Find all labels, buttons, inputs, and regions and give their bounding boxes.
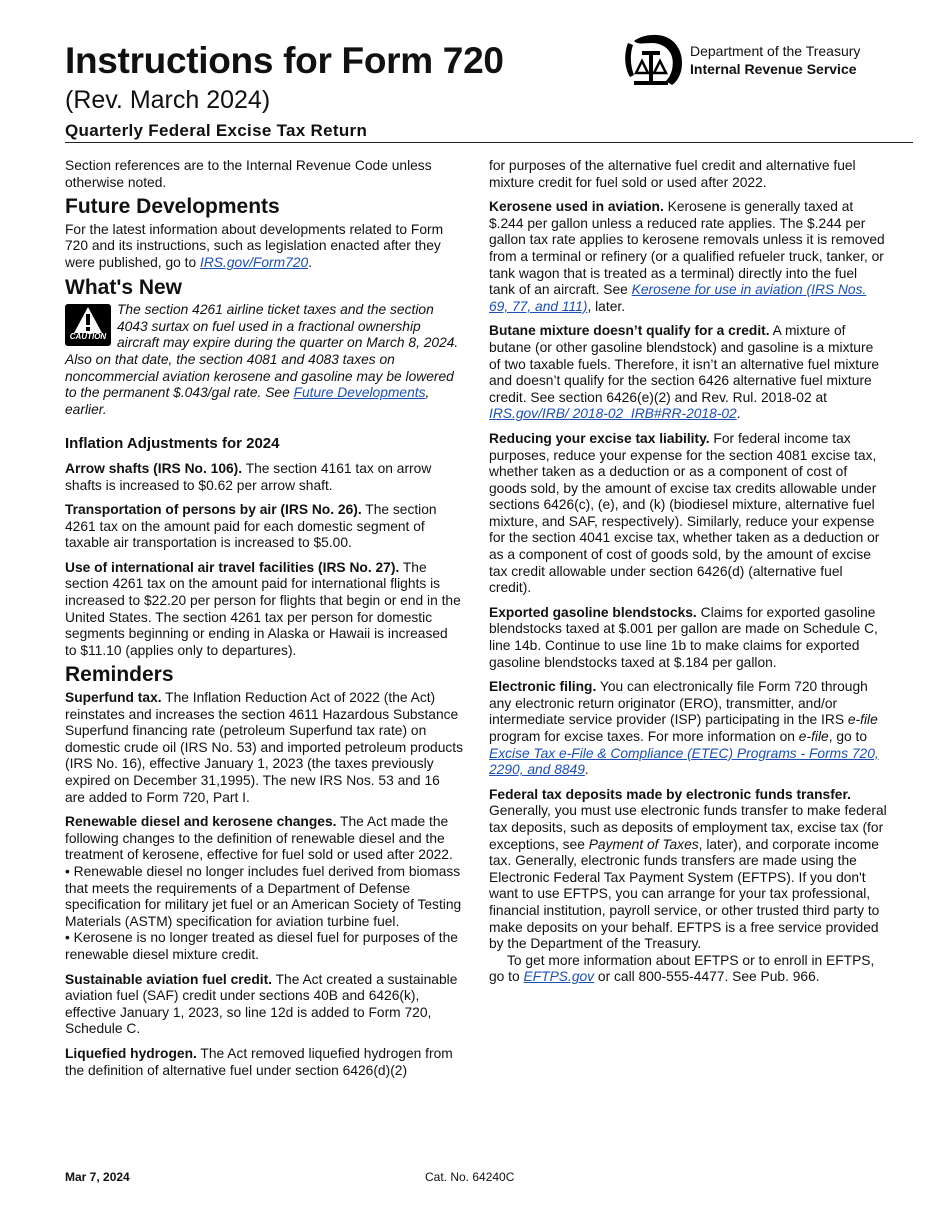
- paragraph: [489, 158, 887, 191]
- text: , go to: [828, 729, 868, 744]
- right-column: [489, 158, 887, 994]
- text: The section 4261 tax on the amount paid for international flights is increased to $22.20 per person for flights that begin or end in the United States. The section 4261 tax per person for domestic segments beginning or ending in Alaska or Hawaii is increased to $11.10 (applies only to departures).: [65, 559, 461, 658]
- paragraph: [489, 323, 887, 423]
- agency-irs: Internal Revenue Service: [690, 61, 857, 77]
- paragraph-lead-in: Federal tax deposits made by electronic funds transfer.: [489, 786, 851, 802]
- link[interactable]: EFTPS.gov: [523, 969, 595, 985]
- irs-eagle-logo-icon: [622, 33, 686, 87]
- link[interactable]: Future Developments: [293, 385, 426, 401]
- paragraph: [65, 222, 463, 272]
- text: A mixture of butane (or other gasoline blendstock) and gasoline is a mixture of two taxable fuels. Therefore, it isn’t an alternative fuel mixture and doesn’t qualify for the section 6426 alternative fuel mixture credit. See section 6426(e)(2) and Rev. Rul. 2018-02 at: [489, 323, 880, 405]
- text: The Inflation Reduction Act of 2022 (the Act) reinstates and increases the section 4611 Hazardous Substance Superfund financing rate (petroleum Superfund tax rate) on domestic crude oil (IRS No. 53) and imported petroleum products (IRS No. 16), effective January 1, 2023 (the taxes previously expired on December 31,1995). The new IRS Nos. 53 and 16 are added to Form 720, Part I.: [65, 690, 463, 805]
- paragraph-lead-in: Use of international air travel facilities (IRS No. 27).: [65, 559, 400, 575]
- paragraph-lead-in: Exported gasoline blendstocks.: [489, 604, 697, 620]
- paragraph-lead-in: Renewable diesel and kerosene changes.: [65, 814, 337, 830]
- link[interactable]: Kerosene for use in aviation (IRS Nos. 69, 77, and 111): [489, 282, 867, 314]
- paragraph: [65, 461, 463, 494]
- section-heading: Inflation Adjustments for 2024: [65, 435, 280, 453]
- text: For the latest information about developments related to Form 720 and its instructions, such as legislation enacted after they were published, go to: [65, 221, 444, 270]
- text: The section 4161 tax on arrow shafts is increased to $0.62 per arrow shaft.: [65, 460, 432, 493]
- paragraph: [489, 787, 887, 953]
- text: To get more information about EFTPS or to enroll in EFTPS, go to: [489, 952, 875, 985]
- italic-text: e-file: [847, 712, 878, 728]
- text: .: [584, 762, 589, 778]
- text: The Act created a sustainable aviation fuel (SAF) credit under sections 40B and 6426(k), effective January 1, 2023, so line 12d is added to Form 720, Schedule C.: [65, 971, 458, 1037]
- text: Section references are to the Internal Revenue Code unless otherwise noted.: [65, 158, 432, 190]
- section-heading: Future Developments: [65, 195, 280, 219]
- link[interactable]: Excise Tax e-File & Compliance (ETEC) Programs - Forms 720, 2290, and 8849: [489, 745, 879, 778]
- text: The Act made the following changes to the definition of renewable diesel and the treatment of kerosene, effective for fuel sold or used after 2022.: [65, 814, 453, 863]
- text: program for excise taxes. For more information on: [489, 729, 799, 744]
- link[interactable]: IRS.gov/IRB/ 2018-02_IRB#RR-2018-02: [489, 406, 737, 422]
- text: Generally, you must use electronic funds transfer to make federal tax deposits, such as deposits of employment tax, excise tax (for exceptions, see: [489, 803, 887, 852]
- paragraph: [489, 199, 887, 315]
- text: , later.: [587, 298, 626, 314]
- section-heading: Reminders: [65, 663, 174, 687]
- paragraph-lead-in: Electronic filing.: [489, 679, 597, 695]
- paragraph: [65, 690, 463, 806]
- text: Kerosene is generally taxed at $.244 per gallon unless a reduced rate applies. The $.244 per gallon tax rate applies to kerosene removals unless it is removed from a terminal or refinery (or a qualified refueler truck, tanker, or tank wagon that is treated as a terminal) directly into the fuel tank of an aircraft. See: [489, 199, 885, 298]
- text: for purposes of the alternative fuel credit and alternative fuel mixture credit for fuel sold or used after 2022.: [489, 158, 856, 190]
- text: The section 4261 airline ticket taxes and the section 4043 surtax on fuel used in a fractional ownership aircraft may expire during the quarter on March 8, 2024. Also on that date, the section 4081 and 4083 taxes on noncommercial aviation kerosene and gasoline may be lowered to the permanent $.043/gal rate. See: [65, 302, 459, 401]
- paragraph-lead-in: Butane mixture doesn’t qualify for a credit.: [489, 323, 770, 339]
- paragraph: [65, 864, 463, 930]
- text: .: [736, 406, 741, 422]
- paragraph: [65, 1046, 463, 1079]
- text: For federal income tax purposes, reduce your expense for the section 4081 excise tax, whether taken as a deduction or as a component of cost of goods sold, by the amount of excise tax credits allowable under sections 6426(c), (e), and (k) (biodiesel mixture, alternative fuel mixture, and SAF, respectively). Similarly, reduce your expense for the section 4041 excise tax, whether taken as a deduction or as a component of cost of goods sold, by the amount of excise tax credit allowable under section 6426(d) (alternative fuel credit).: [489, 430, 880, 596]
- paragraph-lead-in: Sustainable aviation fuel credit.: [65, 971, 273, 987]
- paragraph: [65, 502, 463, 552]
- text: or call 800-555-4477. See Pub. 966.: [594, 969, 820, 985]
- irs-logo-block: [622, 33, 860, 87]
- form-subtitle: Quarterly Federal Excise Tax Return: [65, 121, 368, 140]
- paragraph: [65, 972, 463, 1038]
- paragraph: [65, 930, 463, 963]
- caution-warning-icon: [65, 304, 111, 346]
- paragraph-lead-in: Kerosene used in aviation.: [489, 199, 664, 215]
- paragraph-lead-in: Reducing your excise tax liability.: [489, 430, 710, 446]
- paragraph: [489, 953, 887, 986]
- paragraph: [489, 431, 887, 597]
- paragraph-lead-in: Arrow shafts (IRS No. 106).: [65, 460, 243, 476]
- paragraph: [65, 814, 463, 864]
- paragraph: [489, 679, 887, 779]
- text: • Kerosene is no longer treated as diesel fuel for purposes of the renewable diesel mixture credit.: [65, 930, 458, 962]
- italic-text: e-file: [798, 729, 829, 744]
- text: You can electronically file Form 720 through any electronic return originator (ERO), transmitter, and/or intermediate service provider (ISP) participating in the IRS: [489, 679, 868, 728]
- italic-text: Payment of Taxes: [588, 836, 699, 852]
- text: • Renewable diesel no longer includes fuel derived from biomass that meets the requirements of a Department of Defense specification for military jet fuel or an American Society of Testing Materials (ASTM) specification for aviation turbine fuel.: [65, 863, 462, 929]
- footer-catalog-number: Cat. No. 64240C: [425, 1170, 515, 1184]
- header-divider: [65, 142, 913, 143]
- paragraph: [489, 605, 887, 671]
- document-title: Instructions for Form 720: [65, 40, 504, 81]
- left-column: [65, 158, 463, 1087]
- text: , later), and corporate income tax. Generally, electronic funds transfers are made using the Electronic Federal Tax Payment System (EFTPS). If you don't want to use EFTPS, you can arrange for your tax professional, financial institution, payroll service, or other trusted third party to make deposits on your behalf. EFTPS is a free service provided by the Department of the Treasury.: [489, 836, 880, 952]
- paragraph-lead-in: Liquefied hydrogen.: [65, 1045, 197, 1061]
- paragraph: [65, 560, 463, 660]
- section-heading: What's New: [65, 275, 183, 299]
- paragraph: [65, 158, 463, 191]
- text: The section 4261 tax on the amount paid for each domestic segment of taxable air transportation is increased to $5.00.: [65, 502, 437, 551]
- agency-department: Department of the Treasury: [690, 43, 861, 59]
- footer-date: Mar 7, 2024: [65, 1170, 130, 1184]
- caution-note: [65, 302, 463, 418]
- text: The Act removed liquefied hydrogen from the definition of alternative fuel under section 6426(d)(2): [65, 1045, 453, 1078]
- text: Claims for exported gasoline blendstocks taxed at $.001 per gallon are made on Schedule C, line 14b. Continue to use line 1b to make claims for exported gasoline blendstocks taxed at $.184 per gallon.: [489, 604, 878, 670]
- paragraph-lead-in: Superfund tax.: [65, 690, 162, 706]
- text: .: [308, 254, 312, 270]
- caution-label: CAUTION: [69, 331, 107, 341]
- link[interactable]: IRS.gov/Form720: [200, 254, 309, 270]
- revision-date: (Rev. March 2024): [65, 86, 271, 114]
- paragraph-lead-in: Transportation of persons by air (IRS No. 26).: [65, 502, 362, 518]
- text: , earlier.: [65, 385, 430, 417]
